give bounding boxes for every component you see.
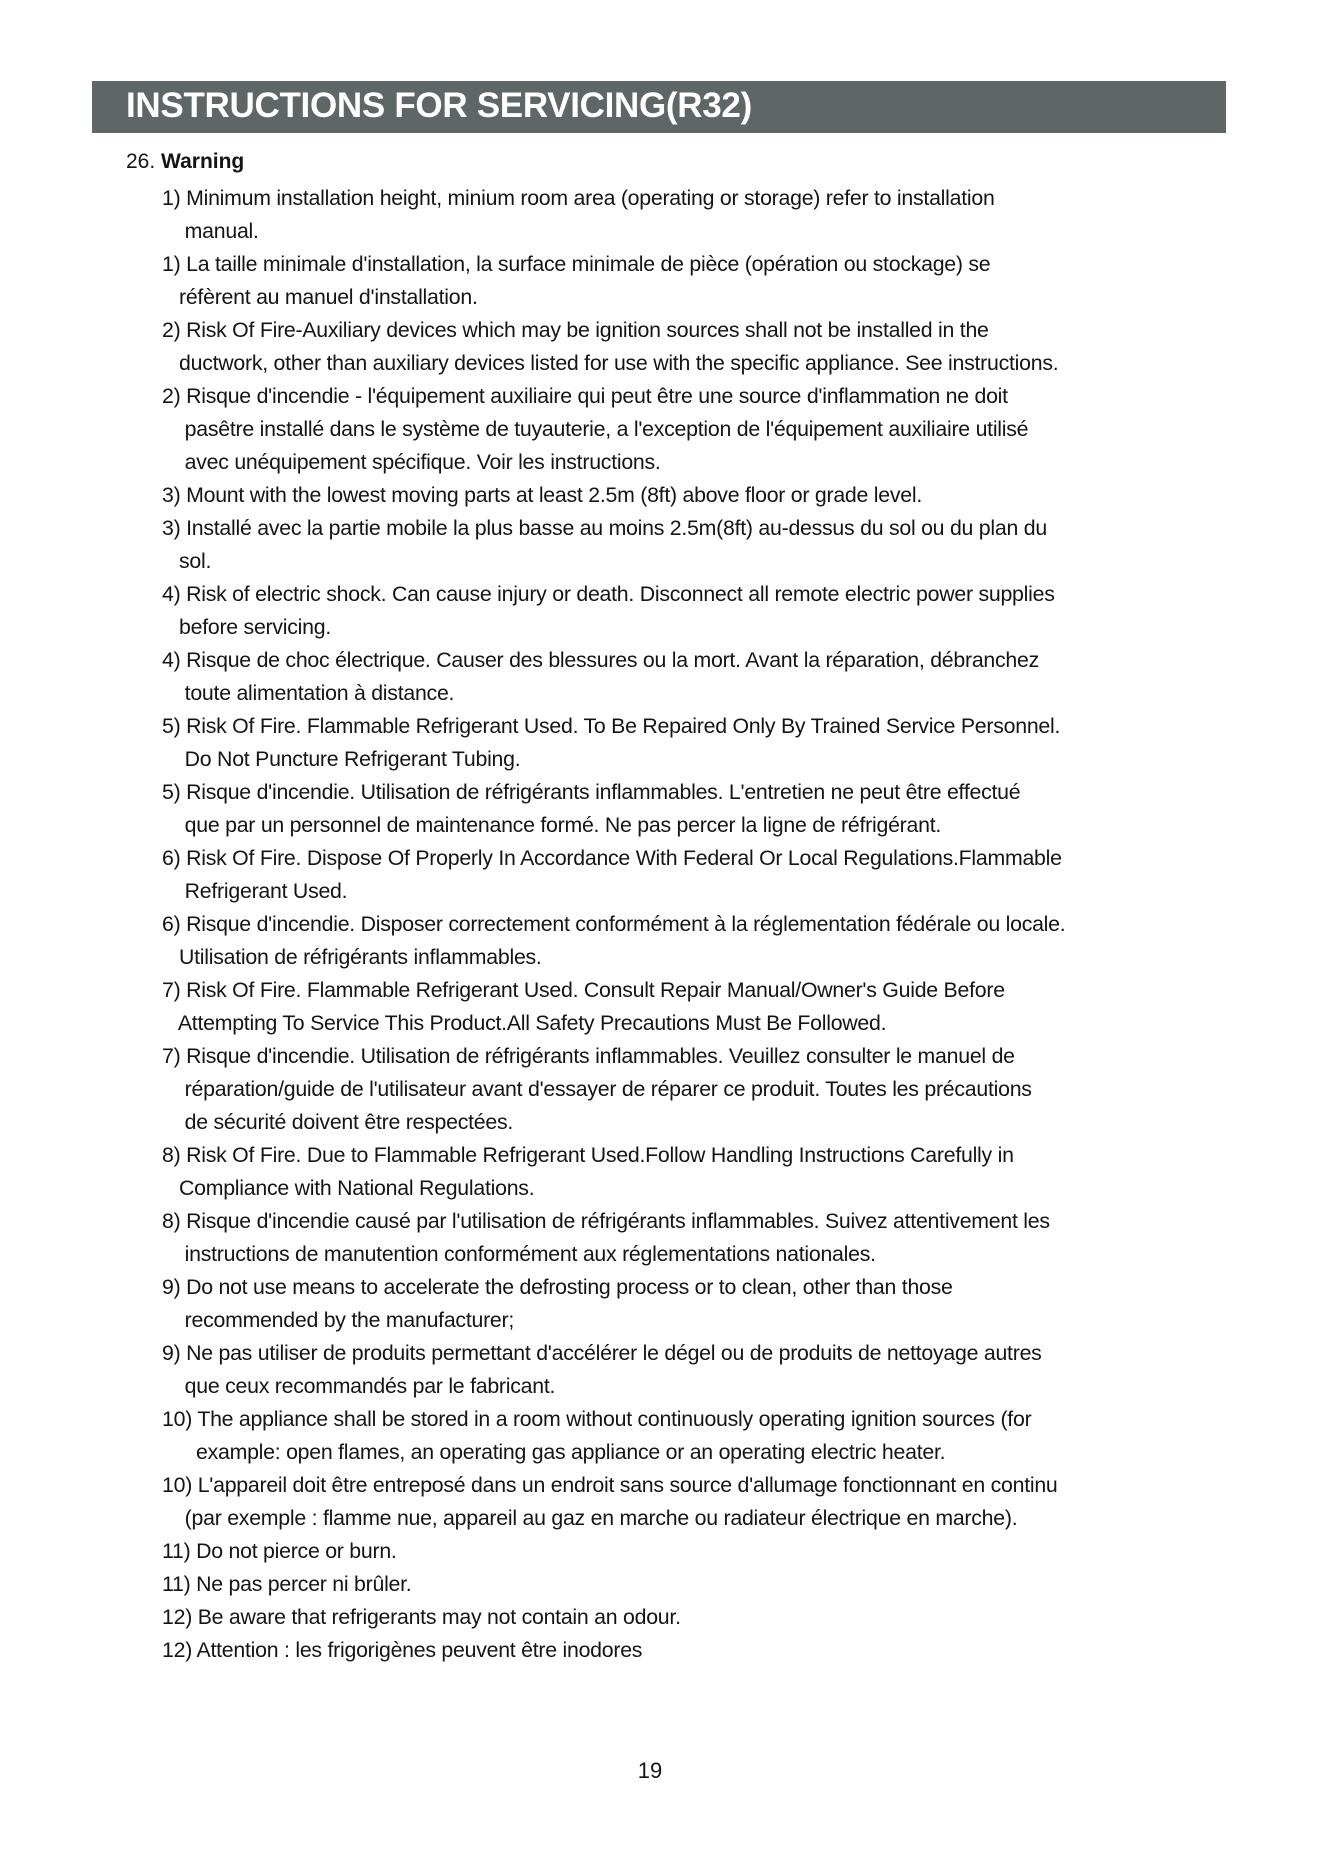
list-item-line: instructions de manutention conformément aux réglementations nationales. [162,1242,876,1266]
list-item [162,380,1028,479]
section-heading [126,148,244,176]
list-item [162,1139,1014,1205]
list-item-line: 2) Risque d'incendie - l'équipement auxiliaire qui peut être une source d'inflammation ne doit [162,384,1008,408]
list-item-line: manual. [162,219,259,243]
list-item-line: toute alimentation à distance. [162,681,455,705]
list-item [162,1271,953,1337]
list-item-line: sol. [162,549,212,573]
list-item [162,1205,1050,1271]
section-title: Warning [161,150,245,173]
list-item [162,842,1062,908]
list-item [162,578,1055,644]
list-item [162,314,1058,380]
list-item-line: réparation/guide de l'utilisateur avant d'essayer de réparer ce produit. Toutes les précautions [162,1077,1032,1101]
list-item [162,908,1065,974]
list-item-line: 3) Mount with the lowest moving parts at least 2.5m (8ft) above floor or grade level. [162,483,923,507]
list-item-line: 11) Ne pas percer ni brûler. [162,1572,412,1596]
list-item [162,512,1047,578]
list-item [162,1601,681,1634]
list-item-line: 12) Be aware that refrigerants may not contain an odour. [162,1605,681,1629]
list-item-line: 10) L'appareil doit être entreposé dans un endroit sans source d'allumage fonctionnant en continu [162,1473,1058,1497]
list-item-line: que par un personnel de maintenance formé. Ne pas percer la ligne de réfrigérant. [162,813,942,837]
list-item [162,1040,1032,1139]
list-item-line: example: open flames, an operating gas appliance or an operating electric heater. [162,1440,946,1464]
list-item-line: Refrigerant Used. [162,879,348,903]
list-item-line: 11) Do not pierce or burn. [162,1539,397,1563]
list-item-line: réfèrent au manuel d'installation. [162,285,478,309]
list-item [162,710,1060,776]
header-bar [92,81,1226,133]
page-number: 19 [637,1758,663,1783]
list-item-line: 10) The appliance shall be stored in a room without continuously operating ignition sources (for [162,1407,1032,1431]
list-item-line: 3) Installé avec la partie mobile la plus basse au moins 2.5m(8ft) au-dessus du sol ou du plan du [162,516,1047,540]
list-item-line: 1) Minimum installation height, minium room area (operating or storage) refer to installation [162,186,995,210]
list-item [162,644,1039,710]
list-item-line: Attempting To Service This Product.All Safety Precautions Must Be Followed. [162,1011,887,1035]
list-item-line: 7) Risque d'incendie. Utilisation de réfrigérants inflammables. Veuillez consulter le manuel de [162,1044,1015,1068]
list-item [162,1337,1042,1403]
list-item-line: Utilisation de réfrigérants inflammables. [162,945,542,969]
list-item [162,479,922,512]
list-item-line: 6) Risk Of Fire. Dispose Of Properly In Accordance With Federal Or Local Regulations.Flammable [162,846,1062,870]
list-item-line: 8) Risque d'incendie causé par l'utilisation de réfrigérants inflammables. Suivez attentivement les [162,1209,1050,1233]
list-item-line: 2) Risk Of Fire-Auxiliary devices which may be ignition sources shall not be installed in the [162,318,989,342]
list-item-line: Do Not Puncture Refrigerant Tubing. [162,747,521,771]
list-item-line: 9) Ne pas utiliser de produits permettant d'accélérer le dégel ou de produits de nettoyage autres [162,1341,1042,1365]
list-item [162,1634,642,1667]
list-item-line: de sécurité doivent être respectées. [162,1110,514,1134]
list-item-line: Compliance with National Regulations. [162,1176,535,1200]
list-item-line: 4) Risque de choc électrique. Causer des blessures ou la mort. Avant la réparation, débranchez [162,648,1040,672]
list-item [162,776,1020,842]
list-item [162,1469,1058,1535]
list-item [162,1568,411,1601]
list-item-line: before servicing. [162,615,332,639]
list-item [162,1403,1031,1469]
list-item-line: que ceux recommandés par le fabricant. [162,1374,556,1398]
page-title: INSTRUCTIONS FOR SERVICING(R32) [126,86,752,125]
list-item-line: 8) Risk Of Fire. Due to Flammable Refrigerant Used.Follow Handling Instructions Carefully in [162,1143,1014,1167]
list-item-line: (par exemple : flamme nue, appareil au gaz en marche ou radiateur électrique en marche). [162,1506,1018,1530]
list-item-line: pasêtre installé dans le système de tuyauterie, a l'exception de l'équipement auxiliaire utilisé [162,417,1029,441]
list-item [162,182,995,248]
list-item-line: 5) Risque d'incendie. Utilisation de réfrigérants inflammables. L'entretien ne peut être effectué [162,780,1021,804]
list-item-line: 12) Attention : les frigorigènes peuvent être inodores [162,1638,643,1662]
list-item-line: 9) Do not use means to accelerate the defrosting process or to clean, other than those [162,1275,953,1299]
list-item-line: avec unéquipement spécifique. Voir les instructions. [162,450,661,474]
list-item-line: 1) La taille minimale d'installation, la surface minimale de pièce (opération ou stockage) se [162,252,991,276]
list-item-line: ductwork, other than auxiliary devices listed for use with the specific appliance. See instructions. [162,351,1059,375]
section-number: 26. [126,150,156,173]
list-item-line: recommended by the manufacturer; [162,1308,515,1332]
list-item [162,248,990,314]
list-item [162,974,1005,1040]
list-item-line: 4) Risk of electric shock. Can cause injury or death. Disconnect all remote electric power supplies [162,582,1055,606]
list-item-line: 6) Risque d'incendie. Disposer correctement conformément à la réglementation fédérale ou locale. [162,912,1066,936]
list-item [162,1535,397,1568]
list-item-line: 5) Risk Of Fire. Flammable Refrigerant Used. To Be Repaired Only By Trained Service Personnel. [162,714,1061,738]
list-item-line: 7) Risk Of Fire. Flammable Refrigerant Used. Consult Repair Manual/Owner's Guide Before [162,978,1005,1002]
